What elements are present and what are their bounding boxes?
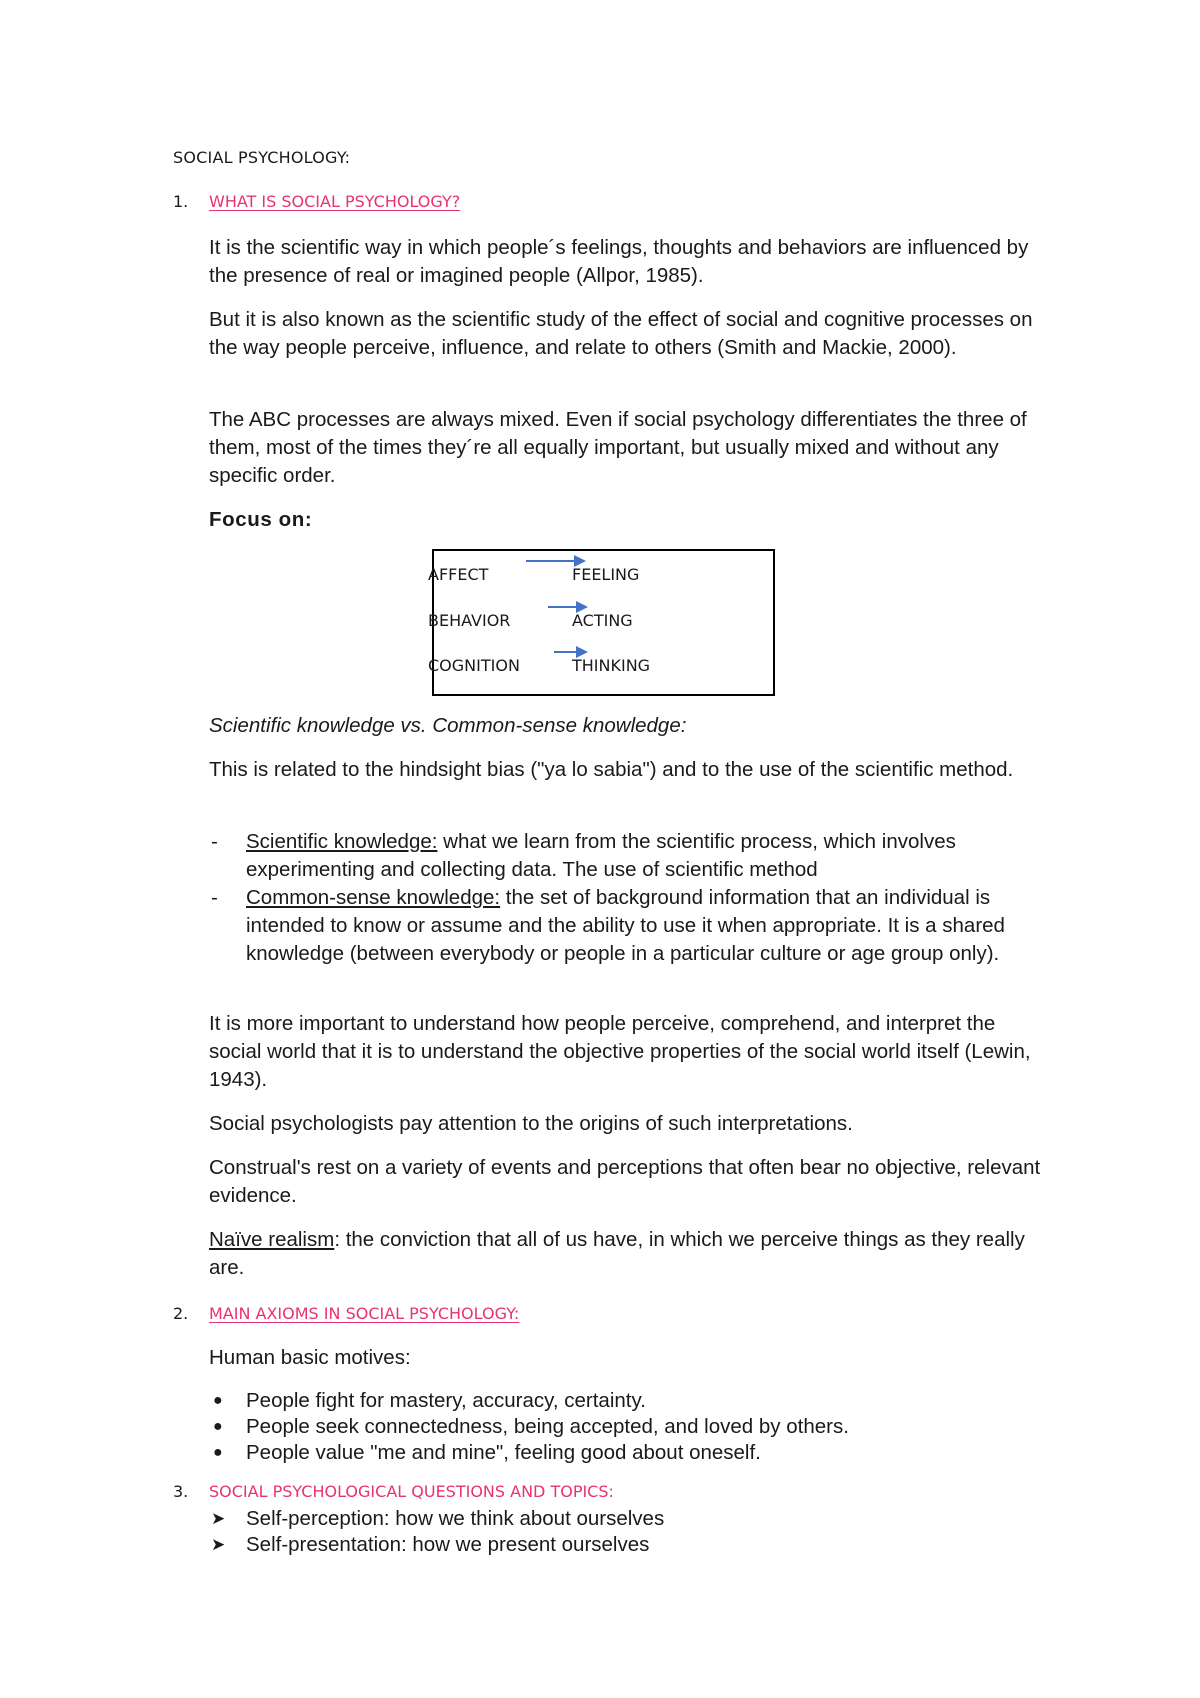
term: Naïve realism	[209, 1228, 335, 1251]
list-item	[209, 1388, 1049, 1414]
abc-right-label: FEELING	[572, 565, 640, 584]
knowledge-subtitle: Scientific knowledge vs. Common-sense knowledge:	[209, 714, 687, 737]
paragraph: Social psychologists pay attention to the origins of such interpretations.	[209, 1112, 853, 1135]
bullet-list	[209, 1388, 1049, 1466]
dash-marker: -	[211, 830, 218, 853]
arrowhead-bullet-icon: ➤	[211, 1509, 226, 1528]
dash-marker: -	[211, 886, 218, 909]
paragraph: Construal's rest on a variety of events and perceptions that often bear no objective, relevant evidence.	[209, 1156, 1041, 1207]
list-item	[209, 1414, 1049, 1440]
term: Scientific knowledge:	[246, 830, 438, 853]
dash-list	[209, 828, 1049, 968]
arrowhead-bullet-icon: ➤	[211, 1535, 226, 1554]
paragraph	[209, 1226, 1049, 1282]
document-title: SOCIAL PSYCHOLOGY:	[173, 148, 351, 167]
list-item-text: People seek connectedness, being accepted, and loved by others.	[246, 1415, 849, 1438]
arrow-icon	[554, 645, 590, 659]
bullet-icon: ●	[213, 1444, 223, 1461]
abc-left-label: BEHAVIOR	[428, 611, 511, 630]
paragraph: It is more important to understand how people perceive, comprehend, and interpret the social world that it is to understand the objective properties of the social world itself (Lewin, 1943).	[209, 1012, 1031, 1091]
focus-label: Focus on:	[209, 508, 313, 531]
paragraph: But it is also known as the scientific study of the effect of social and cognitive processes on the way people perceive, influence, and relate to others (Smith and Mackie, 2000).	[209, 308, 1033, 359]
list-item	[209, 1506, 1049, 1532]
section-1-heading	[173, 192, 460, 211]
term: Common-sense knowledge:	[246, 886, 501, 909]
section-number: 1.	[173, 192, 189, 211]
section-title: WHAT IS SOCIAL PSYCHOLOGY?	[209, 192, 461, 211]
abc-left-label: AFFECT	[428, 565, 489, 584]
section-number: 2.	[173, 1304, 189, 1323]
list-item	[209, 1532, 1049, 1558]
list-item	[209, 1440, 1049, 1466]
bullet-icon: ●	[213, 1392, 223, 1409]
arrow-icon	[548, 600, 590, 614]
section-2-heading	[173, 1304, 519, 1323]
section-number: 3.	[173, 1482, 189, 1501]
list-item	[209, 828, 1049, 884]
abc-right-label: ACTING	[572, 611, 633, 630]
definition: the set of background information that an individual is intended to know or assume and the ability to use it when appropriate. It is a shared knowledge (between everybody or people in a particular culture or age group only).	[246, 886, 1005, 965]
list-item-text: People fight for mastery, accuracy, certainty.	[246, 1389, 646, 1412]
paragraph: Human basic motives:	[209, 1346, 411, 1369]
abc-right-label: THINKING	[572, 656, 651, 675]
section-title: MAIN AXIOMS IN SOCIAL PSYCHOLOGY:	[209, 1304, 520, 1323]
bullet-icon: ●	[213, 1418, 223, 1435]
abc-diagram	[428, 549, 775, 696]
list-item-text: Self-presentation: how we present ourselves	[246, 1533, 650, 1556]
list-item	[209, 884, 1049, 968]
paragraph: It is the scientific way in which people´s feelings, thoughts and behaviors are influenced by the presence of real or imagined people (Allpor, 1985).	[209, 236, 1029, 287]
list-item-text: People value "me and mine", feeling good about oneself.	[246, 1441, 761, 1464]
abc-left-label: COGNITION	[428, 656, 520, 675]
definition: : the conviction that all of us have, in which we perceive things as they really are.	[209, 1228, 1025, 1279]
arrow-list	[209, 1506, 1049, 1558]
list-item-text: Self-perception: how we think about ourselves	[246, 1507, 665, 1530]
section-3-heading	[173, 1482, 614, 1501]
arrow-icon	[526, 554, 588, 568]
paragraph: This is related to the hindsight bias ("ya lo sabia") and to the use of the scientific method.	[209, 758, 1014, 781]
paragraph: The ABC processes are always mixed. Even if social psychology differentiates the three of them, most of the times they´re all equally important, but usually mixed and without any specific order.	[209, 408, 1027, 487]
definition: what we learn from the scientific process, which involves experimenting and collecting data. The use of scientific method	[246, 830, 956, 881]
section-title: SOCIAL PSYCHOLOGICAL QUESTIONS AND TOPICS:	[209, 1482, 614, 1501]
